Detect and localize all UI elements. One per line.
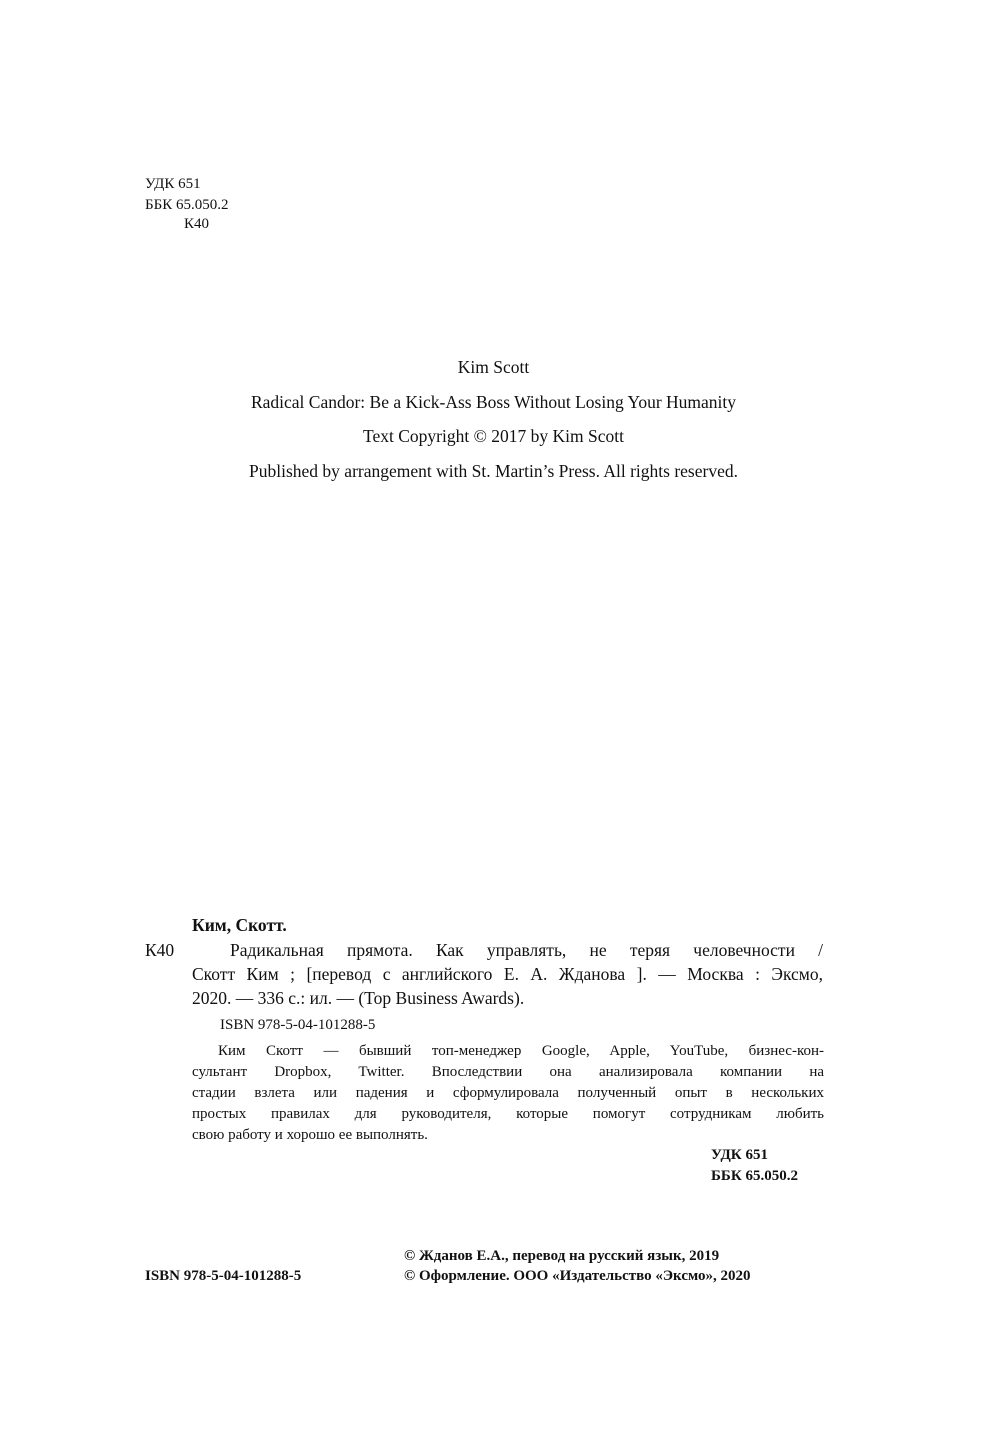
bib-bbk: ББК 65.050.2 [711,1168,798,1184]
copyright-translation: © Жданов Е.А., перевод на русский язык, 2019 [404,1248,720,1264]
annotation-line: сультант Dropbox, Twitter. Впоследствии она анализировала компании на [192,1064,824,1080]
annotation-line: свою работу и хорошо ее выполнять. [192,1127,428,1143]
footer-isbn: ISBN 978-5-04-101288-5 [145,1268,302,1284]
annotation-line: простых правилах для руководителя, которые помогут сотрудникам любить [192,1106,824,1122]
udk-code-top: УДК 651 [145,176,201,192]
original-title: Radical Candor: Be a Kick-Ass Boss Without Losing Your Humanity [250,392,737,412]
original-author: Kim Scott [457,357,530,377]
bbk-code-top: ББК 65.050.2 [145,197,229,213]
bib-entry-line: Радикальная прямота. Как управлять, не теряя человечности / [230,940,823,960]
bib-udk: УДК 651 [711,1147,768,1163]
bib-entry-line: Скотт Ким ; [перевод с английского Е. А. Жданова ]. — Москва : Эксмо, [192,964,823,984]
publisher-note: Published by arrangement with St. Martin’s Press. All rights reserved. [249,461,738,481]
bib-author-mark: К40 [145,940,175,960]
bib-entry-line: 2020. — 336 с.: ил. — (Top Business Awards). [192,988,525,1008]
annotation-line: стадии взлета или падения и сформулировала полученный опыт в нескольких [192,1085,824,1101]
original-copyright: Text Copyright © 2017 by Kim Scott [363,426,624,446]
bib-isbn: ISBN 978-5-04-101288-5 [220,1017,376,1033]
annotation-line: Ким Скотт — бывший топ-менеджер Google, Apple, YouTube, бизнес-кон- [218,1043,824,1059]
copyright-design: © Оформление. ООО «Издательство «Эксмо», 2020 [404,1268,751,1284]
author-mark-top: К40 [184,216,210,232]
bib-heading: Ким, Скотт. [192,915,287,935]
